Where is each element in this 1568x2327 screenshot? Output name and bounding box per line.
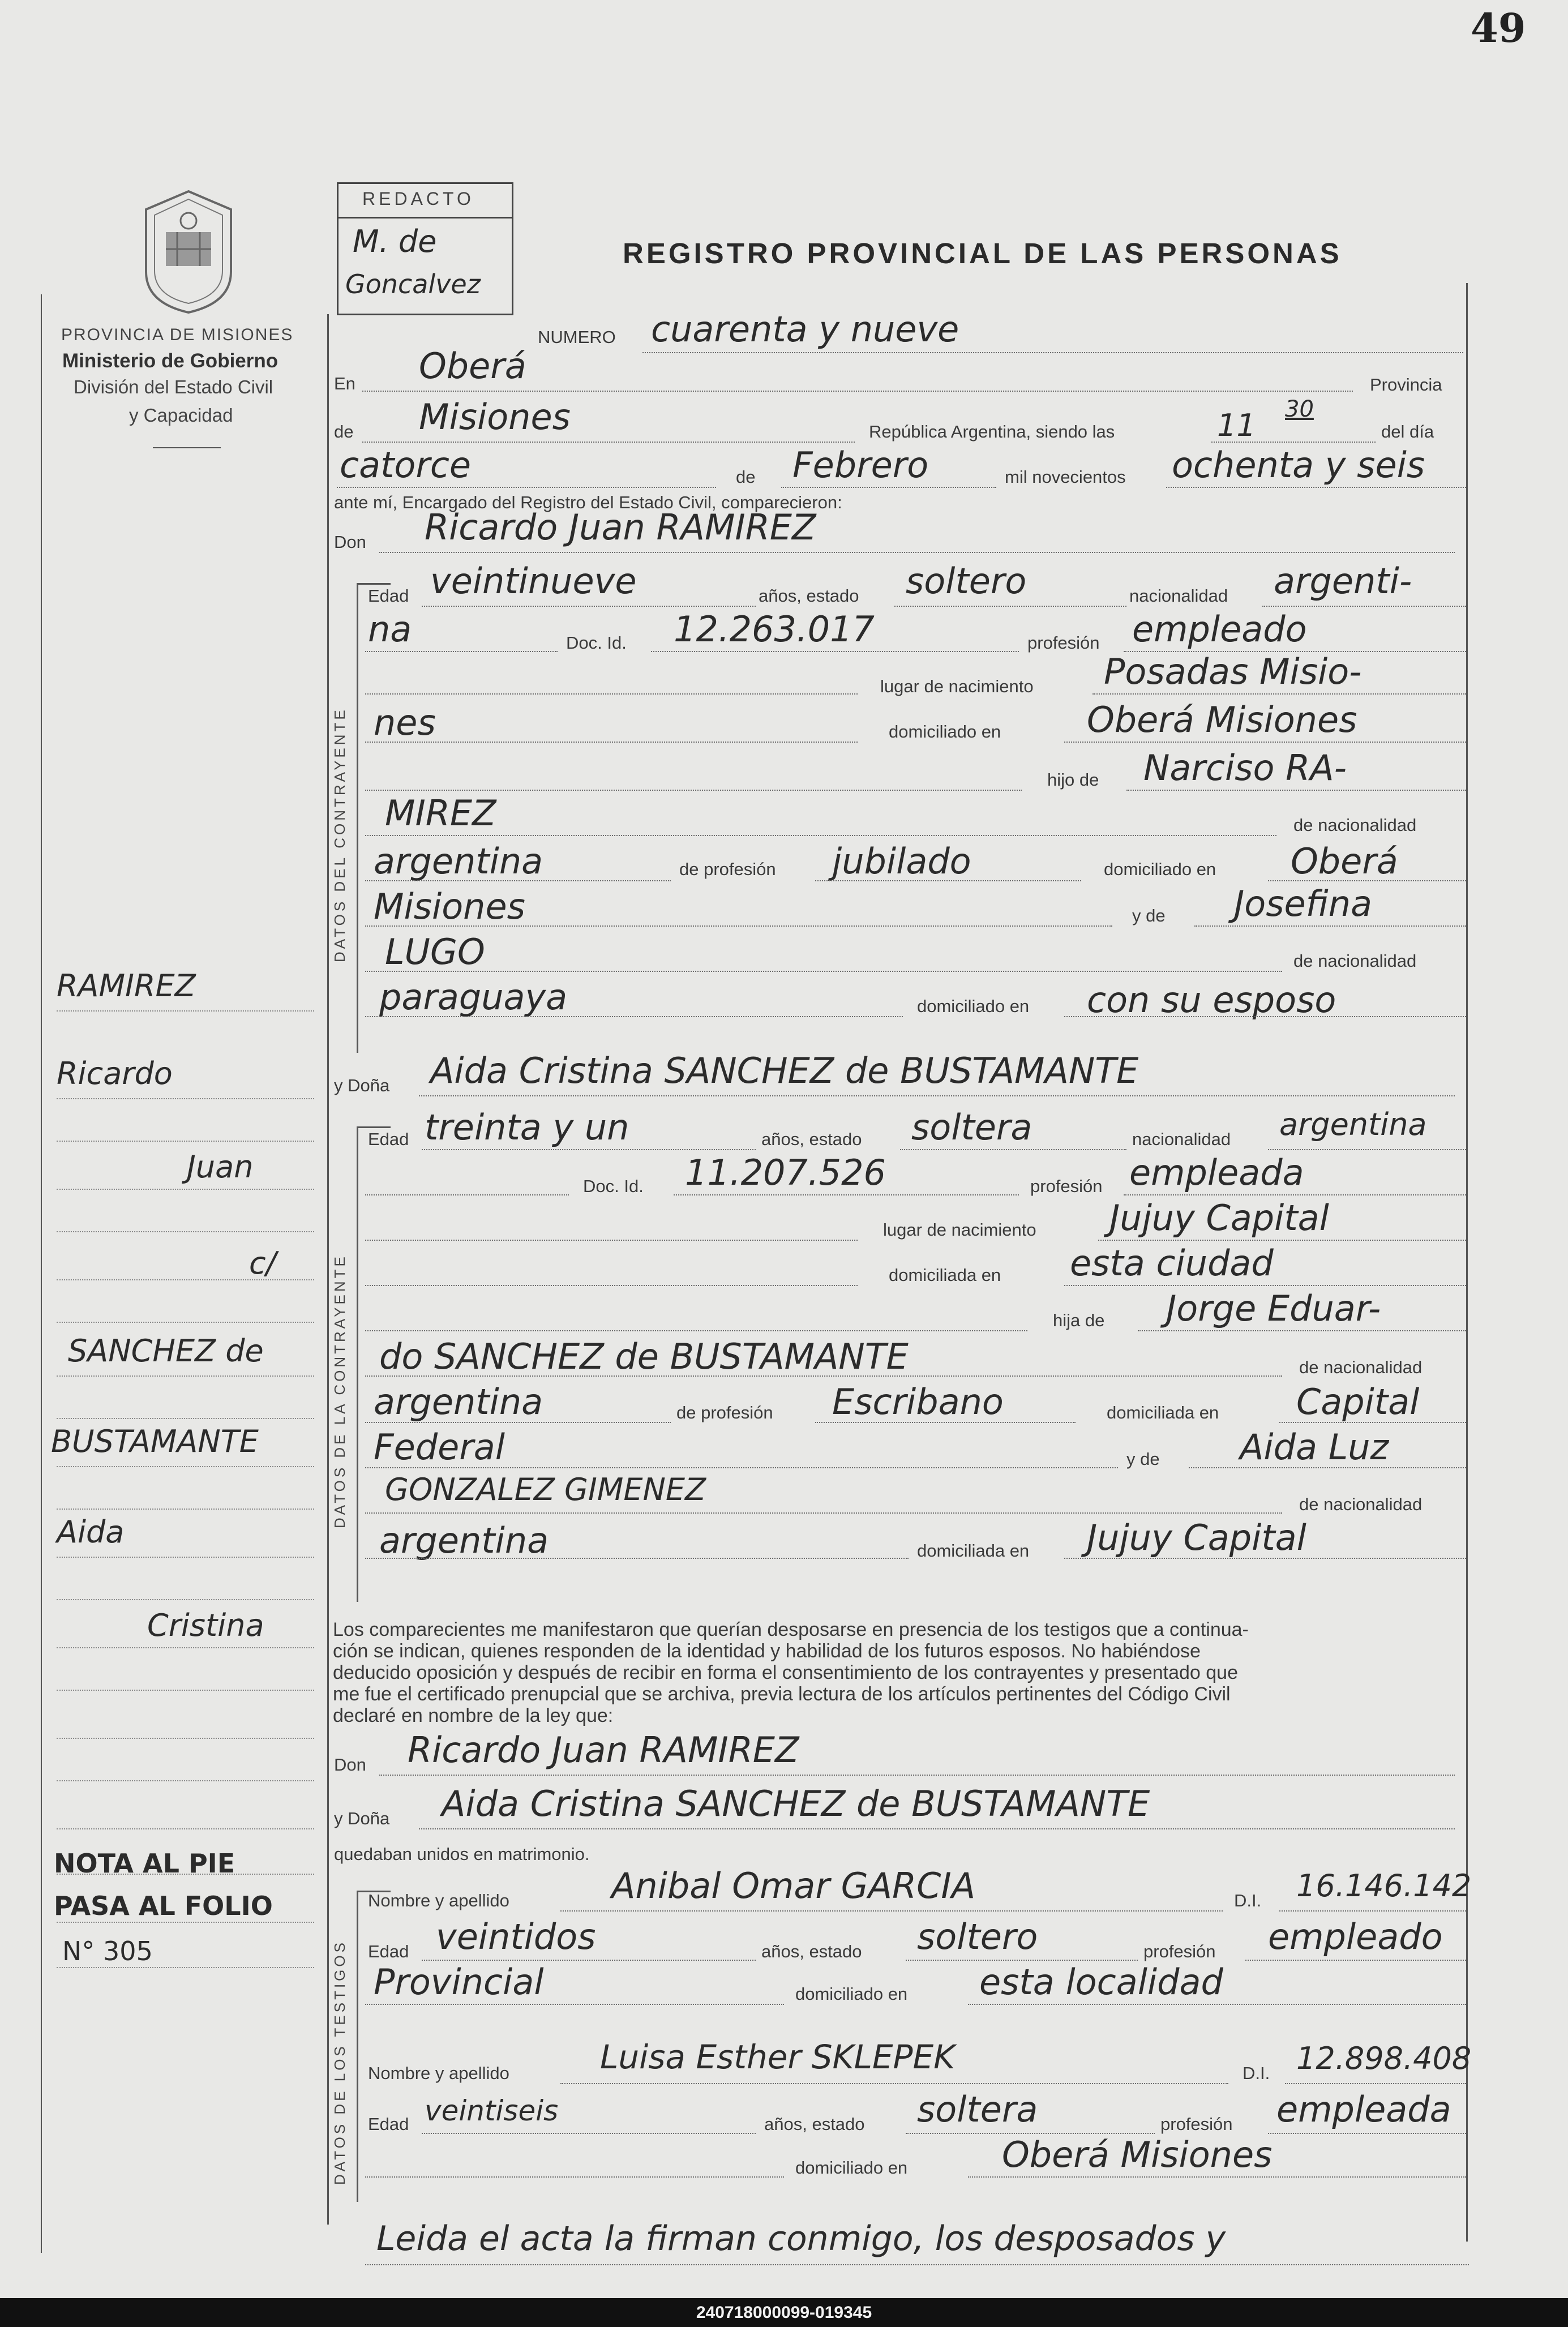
statement-line-5: declaré en nombre de la ley que: xyxy=(333,1705,614,1726)
contrayente-estado-line xyxy=(894,606,1126,607)
margin-name-2: Ricardo xyxy=(57,1056,173,1091)
margin-note-3: N° 305 xyxy=(62,1936,153,1966)
margin-line-20 xyxy=(57,1922,314,1923)
republica-label: República Argentina, siendo las xyxy=(869,422,1115,442)
hijo-de-label: hijo de xyxy=(1047,770,1099,790)
profesion-label: profesión xyxy=(1027,633,1100,653)
en-line xyxy=(362,391,1353,392)
madre-dom-label: domiciliado en xyxy=(917,996,1030,1016)
don-line xyxy=(379,552,1455,553)
don-value: Ricardo Juan RAMIREZ xyxy=(425,507,816,548)
doc-id-label: Doc. Id. xyxy=(566,633,627,653)
margin-line-16 xyxy=(57,1738,314,1739)
contrayente-profesion: empleado xyxy=(1132,608,1307,650)
main-left-rule xyxy=(327,314,329,2225)
main-right-rule xyxy=(1466,283,1468,2242)
testigo-2-estado: soltera xyxy=(917,2089,1038,2130)
margin-line-21 xyxy=(57,1967,314,1968)
contrayente-f-madre-nac: argentina xyxy=(379,1520,549,1561)
de-provincia-value: Misiones xyxy=(419,396,571,438)
profesion-f-label: profesión xyxy=(1030,1176,1103,1196)
contrayente-madre-1: Josefina xyxy=(1234,883,1373,924)
testigo-1-anos-label: años, estado xyxy=(761,1942,862,1961)
testigo-1-nombre-line xyxy=(560,1910,1223,1912)
province-label: PROVINCIA DE MISIONES xyxy=(61,325,294,344)
de-mes-label: de xyxy=(736,467,756,487)
contrayente-f-domicilio: esta ciudad xyxy=(1070,1242,1274,1284)
contrayente-doc: 12.263.017 xyxy=(674,608,875,650)
contrayente-f-madre-dom: Jujuy Capital xyxy=(1087,1517,1306,1558)
y-de-f-label: y de xyxy=(1126,1449,1160,1469)
contrayente-lugar-1: Posadas Misio- xyxy=(1104,651,1362,692)
contrayente-f-estado-line xyxy=(900,1149,1126,1150)
lugar-f-blank-line xyxy=(365,1240,858,1241)
contrayente-f-doc: 11.207.526 xyxy=(685,1152,886,1193)
testigo-1-prof-line xyxy=(1245,1960,1466,1961)
contrayente-f-madre-2: GONZALEZ GIMENEZ xyxy=(385,1472,706,1507)
testigo-2-di-label: D.I. xyxy=(1243,2063,1270,2083)
contrayente-f-edad: treinta y un xyxy=(425,1107,629,1148)
statement-line-1: Los comparecientes me manifestaron que querían desposarse en presencia de los testigos que a continua- xyxy=(333,1619,1249,1640)
contrayente-f-edad-line xyxy=(422,1149,756,1150)
redacto-name-1: M. de xyxy=(353,224,437,259)
dona-2-label: y Doña xyxy=(334,1809,390,1828)
domiciliado-label: domiciliado en xyxy=(889,722,1001,742)
de-provincia-line xyxy=(362,442,855,443)
redacto-label: REDACTO xyxy=(362,188,474,209)
contrayente-edad-line xyxy=(422,606,756,607)
doc-f-label: Doc. Id. xyxy=(583,1176,644,1196)
de-nacionalidad-label: de nacionalidad xyxy=(1293,815,1417,835)
domiciliada-label: domiciliada en xyxy=(889,1265,1001,1285)
contrayente-nacionalidad-2: na xyxy=(368,608,412,650)
testigo-2-prof-line xyxy=(1268,2133,1466,2134)
contrayente-f-padredom2-line xyxy=(365,1467,1118,1468)
minutos-value: 30 xyxy=(1285,396,1314,422)
margin-line-3 xyxy=(57,1141,314,1142)
edad-label: Edad xyxy=(368,586,409,606)
contrayente-nac2-line xyxy=(365,651,558,652)
y-de-label: y de xyxy=(1132,906,1166,925)
margin-name-4: c/ xyxy=(249,1245,276,1281)
testigo-2-profesion-label: profesión xyxy=(1160,2114,1233,2134)
contrayente-f-padreprof-line xyxy=(815,1422,1076,1423)
contrayente-f-vertical-label: DATOS DE LA CONTRAYENTE xyxy=(331,1254,348,1528)
testigo-1-prof2-line xyxy=(365,2004,784,2005)
provincia-label: Provincia xyxy=(1370,375,1442,395)
contrayente-f-doc-line xyxy=(674,1194,1019,1195)
del-dia-label: del día xyxy=(1381,422,1434,442)
testigo-2-di-line xyxy=(1285,2083,1466,2084)
testigo-1-nombre-label: Nombre y apellido xyxy=(368,1891,509,1910)
numero-value: cuarenta y nueve xyxy=(651,308,959,350)
margin-line-5 xyxy=(57,1231,314,1232)
margin-line-12 xyxy=(57,1557,314,1558)
contrayente-f-estado: soltera xyxy=(911,1107,1033,1148)
testigo-1-domicilio: esta localidad xyxy=(979,1961,1223,2003)
margin-line-7 xyxy=(57,1322,314,1323)
lugar-f-label: lugar de nacimiento xyxy=(883,1220,1036,1240)
contrayente-padredom2-line xyxy=(365,925,1112,927)
provincial-seal-icon xyxy=(135,187,242,317)
margin-line-14 xyxy=(57,1647,314,1648)
contrayente-f-madre2-line xyxy=(365,1512,1282,1514)
mes-value: Febrero xyxy=(792,444,929,486)
margin-line-6 xyxy=(57,1279,314,1280)
testigo-2-nombre-line xyxy=(560,2083,1228,2084)
contrayente-madrenac-line xyxy=(365,1016,903,1017)
contrayente-estado: soltero xyxy=(906,560,1027,602)
contrayente-f-lugar-line xyxy=(1098,1240,1466,1241)
testigo-1-estado: soltero xyxy=(917,1916,1038,1957)
testigo-2-dom-blank-line xyxy=(365,2176,784,2178)
madre-f-nac-label: de nacionalidad xyxy=(1299,1494,1423,1514)
ante-text: ante mí, Encargado del Registro del Estado Civil, comparecieron: xyxy=(334,492,842,512)
testigo-2-domicilio: Oberá Misiones xyxy=(1002,2134,1273,2175)
testigo-1-dom-line xyxy=(968,2004,1466,2005)
contrayente-f-nac-line xyxy=(1268,1149,1466,1150)
numero-line xyxy=(642,352,1463,353)
division-label: División del Estado Civil xyxy=(74,376,273,397)
de-profesion-f-label: de profesión xyxy=(676,1403,773,1422)
image-id-footer: 240718000099-019345 xyxy=(0,2298,1568,2327)
hija-de-label: hija de xyxy=(1053,1310,1105,1330)
padre-dom-label: domiciliado en xyxy=(1104,859,1216,879)
redacto-name-2: Goncalvez xyxy=(345,269,481,299)
de-profesion-label: de profesión xyxy=(679,859,776,879)
contrayente-lugar-line xyxy=(1093,693,1466,695)
redacto-divider xyxy=(339,217,512,218)
en-value: Oberá xyxy=(419,345,526,387)
statement-line-2: ción se indican, quienes responden de la identidad y habilidad de los futuros esposos. No habiéndose xyxy=(333,1640,1201,1662)
margin-line-9 xyxy=(57,1418,314,1419)
margin-line-17 xyxy=(57,1780,314,1781)
contrayente-f-padredom-line xyxy=(1279,1422,1466,1423)
contrayente-f-madre-line xyxy=(1189,1467,1466,1468)
dona-label: y Doña xyxy=(334,1075,390,1095)
capacity-label: y Capacidad xyxy=(129,405,233,426)
contrayente-nacionalidad-1: argenti- xyxy=(1274,560,1412,602)
contrayente-madre-dom: con su esposo xyxy=(1087,979,1336,1021)
madre-f-dom-label: domiciliada en xyxy=(917,1541,1030,1561)
contrayente-vertical-label: DATOS DEL CONTRAYENTE xyxy=(331,707,348,962)
testigo-2-dom-line xyxy=(968,2176,1466,2178)
left-margin-rule xyxy=(41,294,42,2253)
don-2-label: Don xyxy=(334,1755,366,1775)
contrayente-f-dom-line xyxy=(1064,1285,1466,1286)
contrayente-padrenac-line xyxy=(365,880,671,881)
contrayente-lugar-2: nes xyxy=(374,702,436,743)
final-line xyxy=(365,2264,1469,2265)
margin-line-8 xyxy=(57,1375,314,1377)
ministry-label: Ministerio de Gobierno xyxy=(62,350,279,372)
margin-name-1: RAMIREZ xyxy=(57,968,196,1004)
dia-line xyxy=(337,487,716,488)
contrayente-f-nacionalidad: argentina xyxy=(1279,1107,1427,1142)
margin-name-6: BUSTAMANTE xyxy=(51,1424,259,1459)
testigo-2-di: 12.898.408 xyxy=(1296,2041,1472,2076)
contrayente-madre-2: LUGO xyxy=(385,931,485,972)
don-2-line xyxy=(379,1775,1455,1776)
contrayente-f-padre-line xyxy=(1138,1330,1466,1331)
margin-line-13 xyxy=(57,1599,314,1600)
contrayente-f-padre-prof: Escribano xyxy=(832,1381,1004,1422)
hora-line xyxy=(1211,442,1376,443)
margin-line-15 xyxy=(57,1690,314,1691)
lugar-blank-line xyxy=(365,693,858,695)
contrayente-f-padre-nac: argentina xyxy=(374,1381,543,1422)
statement-line-4: me fue el certificado prenupcial que se archiva, previa lectura de los artículos pertinentes del Código Civil xyxy=(333,1683,1231,1705)
testigo-1-di: 16.146.142 xyxy=(1296,1868,1472,1904)
testigos-bracket xyxy=(357,1891,391,2202)
contrayente-f-prof-line xyxy=(1124,1194,1466,1195)
hijo-blank-line xyxy=(365,790,1022,791)
contrayente-madre-line xyxy=(1194,925,1466,927)
header-divider xyxy=(153,447,221,448)
contrayente-padredom-line xyxy=(1268,880,1466,881)
contrayente-madre2-line xyxy=(365,971,1282,972)
contrayente-domicilio: Oberá Misiones xyxy=(1087,699,1357,740)
margin-line-10 xyxy=(57,1466,314,1467)
page-number: 49 xyxy=(1471,5,1526,52)
contrayente-padre-prof: jubilado xyxy=(832,841,971,882)
nacionalidad-f-label: nacionalidad xyxy=(1132,1129,1231,1149)
en-label: En xyxy=(334,374,355,393)
dona-line xyxy=(419,1095,1455,1096)
testigo-1-edad-line xyxy=(422,1960,756,1961)
testigo-2-anos-label: años, estado xyxy=(764,2114,865,2134)
de-label: de xyxy=(334,422,354,442)
testigos-vertical-label: DATOS DE LOS TESTIGOS xyxy=(331,1940,348,2185)
margin-line-11 xyxy=(57,1509,314,1510)
margin-name-7: Aida xyxy=(57,1514,125,1550)
de-nacionalidad-f-label: de nacionalidad xyxy=(1299,1357,1423,1377)
contrayente-edad: veintinueve xyxy=(430,560,637,602)
statement-line-3: deducido oposición y después de recibir en forma el consentimiento de los contrayentes y presentado que xyxy=(333,1662,1238,1683)
testigo-2-nombre-label: Nombre y apellido xyxy=(368,2063,509,2083)
contrayente-f-profesion: empleada xyxy=(1129,1152,1304,1193)
testigo-2-edad: veintiseis xyxy=(425,2094,559,2127)
testigo-2-nombre: Luisa Esther SKLEPEK xyxy=(600,2038,956,2076)
testigo-1-di-label: D.I. xyxy=(1234,1891,1262,1910)
contrayente-padre-dom-2: Misiones xyxy=(374,886,525,927)
contrayente-dom-line xyxy=(1064,742,1466,743)
contrayente-padre-nac: argentina xyxy=(374,841,543,882)
contrayente-padre-dom-1: Oberá xyxy=(1291,841,1398,882)
edad-f-label: Edad xyxy=(368,1129,409,1149)
mes-line xyxy=(781,487,996,488)
contrayente-f-madre-1: Aida Luz xyxy=(1240,1426,1389,1468)
statement-paragraph xyxy=(333,1619,1465,1726)
hora-value: 11 xyxy=(1217,408,1256,443)
lugar-label: lugar de nacimiento xyxy=(880,676,1034,696)
margin-note-1: NOTA AL PIE xyxy=(54,1848,235,1879)
margin-note-2: PASA AL FOLIO xyxy=(54,1891,273,1921)
numero-label: NUMERO xyxy=(538,327,616,347)
contrayente-padre-1: Narciso RA- xyxy=(1143,747,1347,788)
testigo-2-dom-label: domiciliado en xyxy=(795,2158,908,2178)
testigo-1-dom-label: domiciliado en xyxy=(795,1984,908,2004)
margin-name-5: SANCHEZ de xyxy=(68,1333,264,1369)
redacto-box xyxy=(337,182,513,315)
dom-f-blank-line xyxy=(365,1285,858,1286)
quedaban-text: quedaban unidos en matrimonio. xyxy=(334,1844,590,1864)
anio-value: ochenta y seis xyxy=(1172,444,1425,486)
dona-2-value: Aida Cristina SANCHEZ de BUSTAMANTE xyxy=(442,1783,1150,1824)
contrayente-f-padre-2: do SANCHEZ de BUSTAMANTE xyxy=(379,1336,909,1377)
testigo-1-edad: veintidos xyxy=(436,1916,596,1957)
contrayente-madredom-line xyxy=(1064,1016,1466,1017)
anio-line xyxy=(1166,487,1466,488)
contrayente-f-padre-dom-1: Capital xyxy=(1296,1381,1420,1422)
contrayente-doc-line xyxy=(651,651,1019,652)
margin-name-8: Cristina xyxy=(147,1608,264,1643)
contrayente-f-padrenac-line xyxy=(365,1422,671,1423)
contrayente-f-padre2-line xyxy=(365,1375,1282,1377)
testigo-1-estado-line xyxy=(906,1960,1138,1961)
dia-value: catorce xyxy=(340,444,472,486)
testigo-1-profesion-label: profesión xyxy=(1143,1942,1216,1961)
contrayente-f-lugar: Jujuy Capital xyxy=(1109,1197,1329,1239)
contrayente-padre-2: MIREZ xyxy=(385,792,496,834)
testigo-1-profesion-2: Provincial xyxy=(374,1961,544,2003)
madre-nac-label: de nacionalidad xyxy=(1293,951,1417,971)
anos-estado-f-label: años, estado xyxy=(761,1129,862,1149)
margin-line-1 xyxy=(57,1010,314,1012)
contrayente-f-padre-dom-2: Federal xyxy=(374,1426,505,1468)
margin-line-4 xyxy=(57,1189,314,1190)
dona-value: Aida Cristina SANCHEZ de BUSTAMANTE xyxy=(430,1050,1139,1091)
contrayente-f-madrenac-line xyxy=(365,1558,909,1559)
anos-estado-label: años, estado xyxy=(759,586,859,606)
testigo-1-edad-label: Edad xyxy=(368,1942,409,1961)
margin-name-3: Juan xyxy=(187,1149,254,1185)
final-line-text: Leida el acta la firman conmigo, los desposados y xyxy=(376,2219,1226,2259)
nacionalidad-label: nacionalidad xyxy=(1129,586,1228,606)
contrayente-madre-nac: paraguaya xyxy=(379,976,568,1018)
contrayente-padreprof-line xyxy=(815,880,1081,881)
margin-line-2 xyxy=(57,1098,314,1099)
don-2-value: Ricardo Juan RAMIREZ xyxy=(408,1729,799,1771)
testigo-1-profesion-1: empleado xyxy=(1268,1916,1443,1957)
testigo-1-nombre: Anibal Omar GARCIA xyxy=(611,1865,976,1906)
padre-f-dom-label: domiciliada en xyxy=(1107,1403,1219,1422)
testigo-1-di-line xyxy=(1279,1910,1466,1912)
don-label: Don xyxy=(334,532,366,552)
contrayente-padre-line xyxy=(1126,790,1466,791)
contrayente-f-madredom-line xyxy=(1064,1558,1466,1559)
contrayente-padre2-line xyxy=(365,835,1276,836)
contrayente-f-padre-1: Jorge Eduar- xyxy=(1166,1288,1381,1329)
testigo-2-edad-label: Edad xyxy=(368,2114,409,2134)
testigo-2-edad-line xyxy=(422,2133,756,2134)
mil-label: mil novecientos xyxy=(1005,467,1126,487)
page-title: REGISTRO PROVINCIAL DE LAS PERSONAS xyxy=(623,237,1342,269)
hija-blank-line xyxy=(365,1330,1027,1331)
margin-line-18 xyxy=(57,1828,314,1829)
dona-2-line xyxy=(419,1828,1455,1829)
contrayente-lugar2-line xyxy=(365,742,858,743)
contrayente-nac-line xyxy=(1262,606,1466,607)
testigo-2-profesion: empleada xyxy=(1276,2089,1451,2130)
doc-f-blank-line xyxy=(365,1194,569,1195)
